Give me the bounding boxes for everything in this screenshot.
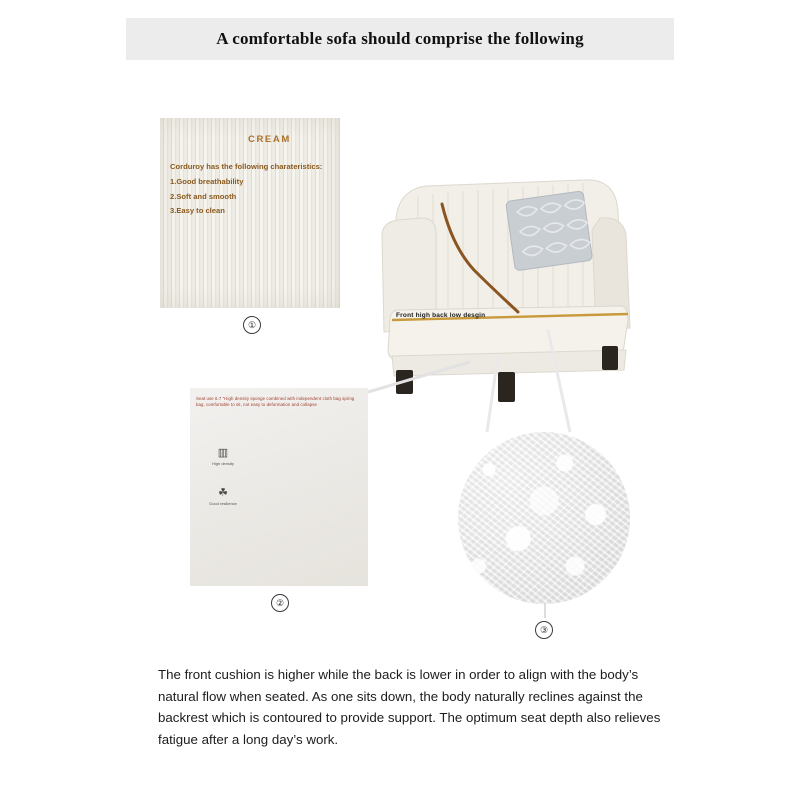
body-paragraph: The front cushion is higher while the back is lower in order to align with the body’s natural flow when seated. As one sits down, the body naturally reclines against the backrest which is contoured to provide support. The optimum seat depth also relieves fatigue after a long day’s work.: [158, 667, 661, 747]
sponge-icon: ▥: [217, 447, 229, 459]
callout-number-1: ①: [243, 316, 261, 334]
high-density-feature: [206, 448, 240, 466]
foam-caption: Seat use 6.7 "High density sponge combined with independent cloth bag spring bag, comfortable to sit, not easy to deformation and collapse: [196, 396, 355, 408]
characteristic-item-2: 2.Soft and smooth: [170, 191, 237, 201]
fiber-fill-closeup-image: [458, 432, 630, 604]
corduroy-characteristics-list: [170, 160, 335, 219]
swatch-title: CREAM: [248, 134, 291, 145]
callout-number-3: ③: [535, 621, 553, 639]
foam-feature-icons: [206, 448, 240, 506]
resilience-icon: ☘: [218, 487, 228, 500]
characteristics-heading: Corduroy has the following charateristics:: [170, 162, 323, 171]
characteristic-item-3: 3.Easy to clean: [170, 206, 225, 216]
sponge-icon-label: High density: [211, 461, 234, 466]
resilience-icon-label: Good resilience: [209, 501, 237, 507]
sofa-illustration: [378, 160, 658, 410]
characteristic-item-1: 1.Good breathability: [170, 176, 244, 186]
resilience-feature: [206, 488, 240, 506]
sofa-design-caption: Front high back low desgin: [396, 312, 486, 319]
page-title: A comfortable sofa should comprise the following: [216, 29, 584, 48]
callout-number-2: ②: [271, 594, 289, 612]
